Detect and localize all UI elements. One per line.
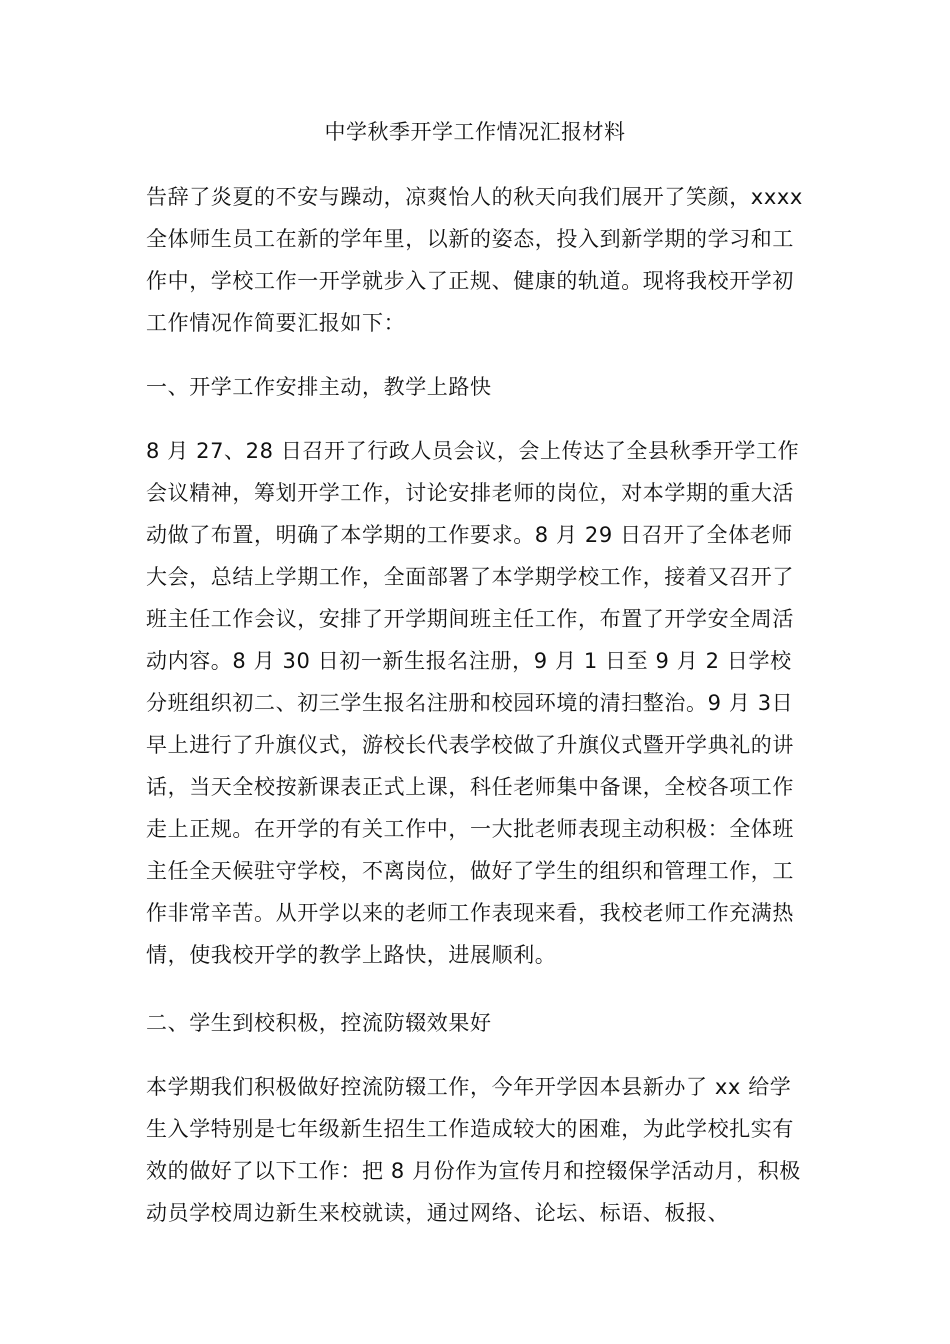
section-2-paragraph: 本学期我们积极做好控流防辍工作，今年开学因本县新办了 xx 给学生入学特别是七年级新生招生工作造成较大的困难，为此学校扎实有效的做好了以下工作：把 8 月份作为宣传月和控辍保学活动月，积极动员学校周边新生来校就读，通过网络、论坛、标语、板报、	[146, 1075, 801, 1225]
document-title: 中学秋季开学工作情况汇报材料	[324, 120, 626, 144]
section-2-heading: 二、学生到校积极，控流防辍效果好	[146, 1011, 492, 1035]
section-1-paragraph: 8 月 27、28 日召开了行政人员会议，会上传达了全县秋季开学工作会议精神，筹划开学工作，讨论安排老师的岗位，对本学期的重大活动做了布置，明确了本学期的工作要求。8 月 29 日召开了全体老师大会，总结上学期工作，全面部署了本学期学校工作，接着又召开了班主任工作会议，安排了开学期间班主任工作，布置了开学安全周活动内容。8 月 30 日初一新生报名注册，9 月 1 日至 9 月 2 日学校分班组织初二、初三学生报名注册和校园环境的清扫整治。9 月 3日早上进行了升旗仪式，游校长代表学校做了升旗仪式暨开学典礼的讲话，当天全校按新课表正式上课，科任老师集中备课，全校各项工作走上正规。在开学的有关工作中，一大批老师表现主动积极：全体班主任全天候驻守学校，不离岗位，做好了学生的组织和管理工作，工作非常辛苦。从开学以来的老师工作表现来看，我校老师工作充满热情，使我校开学的教学上路快，进展顺利。	[146, 439, 800, 967]
intro-paragraph: 告辞了炎夏的不安与躁动，凉爽怡人的秋天向我们展开了笑颜，xxxx 全体师生员工在新的学年里，以新的姿态，投入到新学期的学习和工作中，学校工作一开学就步入了正规、健康的轨道。现将我校开学初工作情况作简要汇报如下：	[146, 185, 803, 335]
section-1-heading: 一、开学工作安排主动，教学上路快	[146, 375, 492, 399]
